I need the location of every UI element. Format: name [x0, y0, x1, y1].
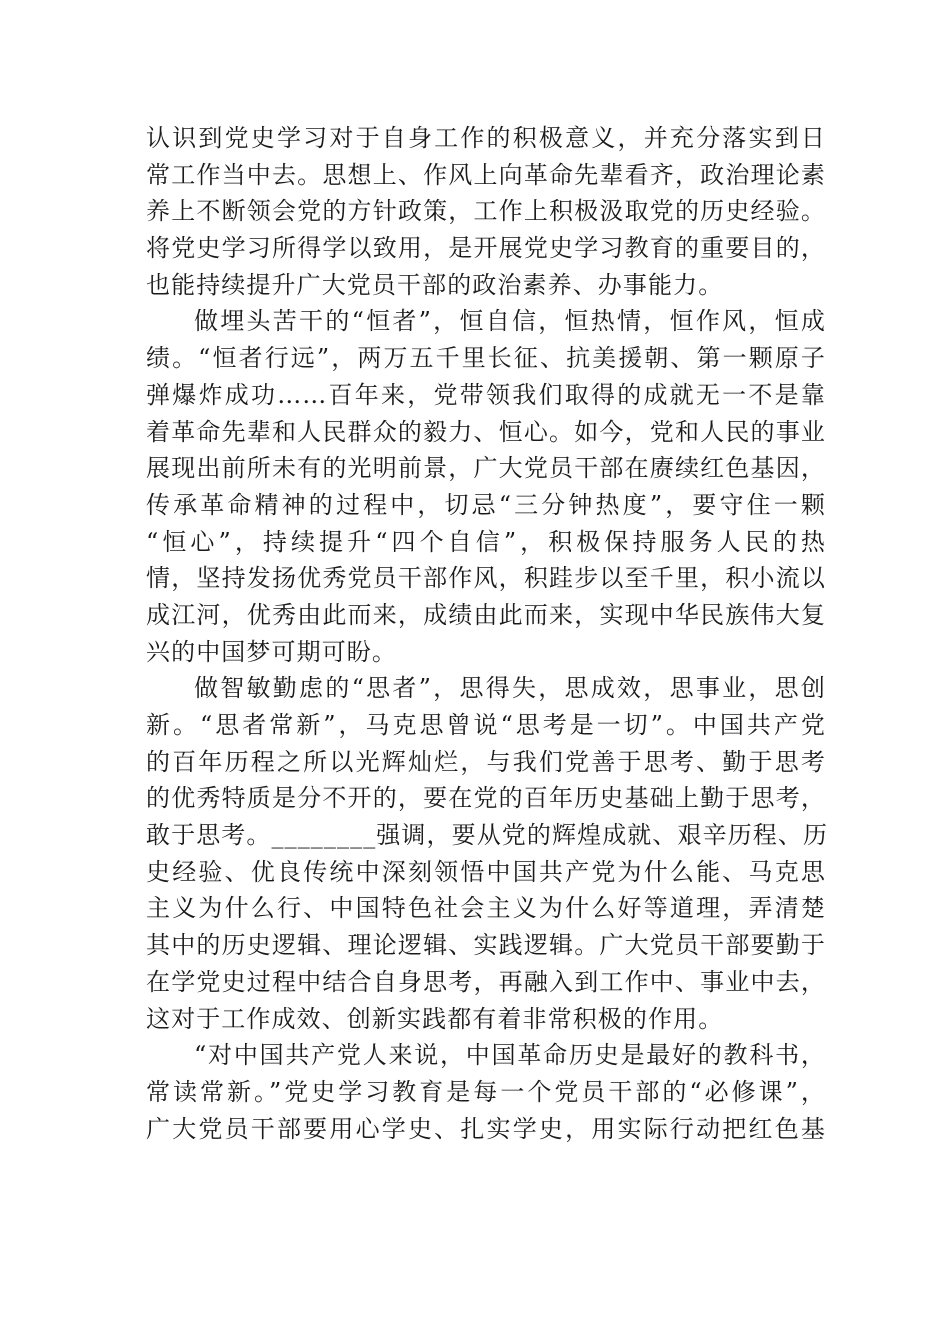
paragraph	[146, 120, 826, 303]
text-line: 的百年历程之所以光辉灿烂，与我们党善于思考、勤于思考	[146, 747, 826, 776]
text-line: 做智敏勤虑的“思者”，思得失，思成效，思事业，思创	[194, 674, 826, 703]
text-line: “对中国共产党人来说，中国革命历史是最好的教科书，	[194, 1041, 826, 1070]
text-line: 也能持续提升广大党员干部的政治素养、办事能力。	[146, 270, 724, 299]
text-line: 广大党员干部要用心学史、扎实学史，用实际行动把红色基	[146, 1114, 826, 1143]
text-line: 其中的历史逻辑、理论逻辑、实践逻辑。广大党员干部要勤于	[146, 931, 826, 960]
text-line: 新。“思者常新”，马克思曾说“思考是一切”。中国共产党	[146, 711, 826, 739]
text-line: 弹爆炸成功……百年来，党带领我们取得的成就无一不是靠	[146, 380, 826, 409]
text-line: 常工作当中去。思想上、作风上向革命先辈看齐，政治理论素	[146, 160, 826, 189]
text-line: 史经验、优良传统中深刻领悟中国共产党为什么能、马克思	[146, 857, 826, 886]
text-line: 的优秀特质是分不开的，要在党的百年历史基础上勤于思考，	[146, 784, 826, 813]
text-line: 常读常新。”党史学习教育是每一个党员干部的“必修课”，	[146, 1077, 826, 1106]
text-line: 绩。“恒者行远”，两万五千里长征、抗美援朝、第一颗原子	[146, 344, 826, 373]
text-line: 养上不断领会党的方针政策，工作上积极汲取党的历史经验。	[146, 197, 826, 226]
text-line: 将党史学习所得学以致用，是开展党史学习教育的重要目的，	[146, 234, 826, 263]
paragraph	[146, 1037, 826, 1147]
text-line: 传承革命精神的过程中，切忌“三分钟热度”，要守住一颗	[146, 490, 826, 519]
paragraph	[146, 303, 826, 670]
text-line: 主义为什么行、中国特色社会主义为什么好等道理，弄清楚	[146, 894, 826, 923]
document-body	[146, 120, 829, 1147]
text-line: 敢于思考。________强调，要从党的辉煌成就、艰辛历程、历	[146, 821, 829, 850]
text-line: 着革命先辈和人民群众的毅力、恒心。如今，党和人民的事业	[146, 417, 826, 446]
paragraph	[146, 670, 829, 1037]
text-line: “恒心”，持续提升“四个自信”，积极保持服务人民的热	[146, 527, 826, 556]
text-line: 情，坚持发扬优秀党员干部作风，积跬步以至千里，积小流以	[146, 564, 826, 593]
text-line: 兴的中国梦可期可盼。	[146, 637, 397, 666]
text-line: 做埋头苦干的“恒者”，恒自信，恒热情，恒作风，恒成	[194, 307, 826, 336]
text-line: 在学党史过程中结合自身思考，再融入到工作中、事业中去，	[146, 967, 826, 996]
text-line: 成江河，优秀由此而来，成绩由此而来，实现中华民族伟大复	[146, 600, 826, 629]
text-line: 认识到党史学习对于自身工作的积极意义，并充分落实到日	[146, 124, 826, 152]
text-line: 展现出前所未有的光明前景，广大党员干部在赓续红色基因，	[146, 454, 826, 483]
text-line: 这对于工作成效、创新实践都有着非常积极的作用。	[146, 1004, 724, 1033]
